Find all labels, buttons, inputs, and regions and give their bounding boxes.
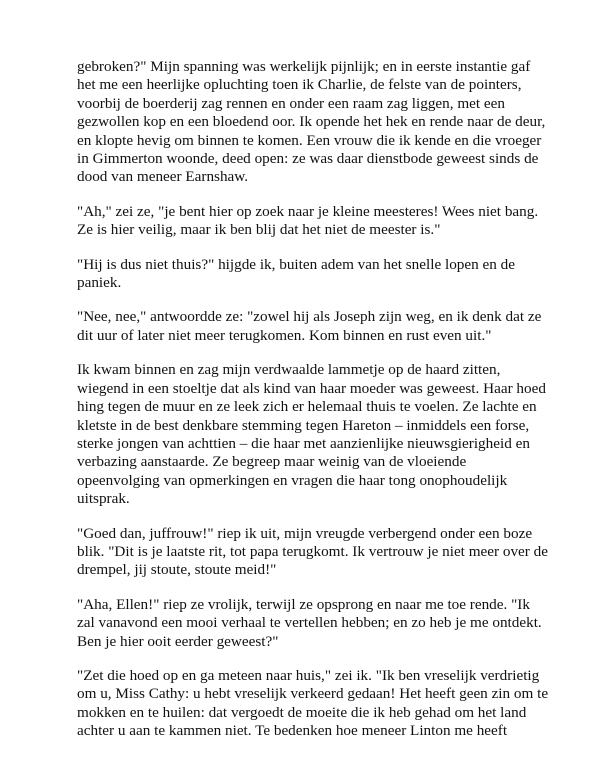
paragraph: gebroken?" Mijn spanning was werkelijk pijnlijk; en in eerste instantie gaf het me een heerlijke opluchting toen ik Charlie, de felste van de pointers, voorbij de boerderij zag rennen en onder een raam zag liggen, met een gezwollen kop en een bloedend oor. Ik opende het hek en rende naar de deur, en klopte hevig om binnen te komen. Een vrouw die ik kende en die vroeger in Gimmerton woonde, deed open: ze was daar dienstbode geweest sinds de dood van meneer Earnshaw. [77,58,546,186]
paragraph: "Hij is dus niet thuis?" hijgde ik, buiten adem van het snelle lopen en de paniek. [77,255,515,292]
paragraph: "Goed dan, juffrouw!" riep ik uit, mijn vreugde verbergend onder een boze blik. "Dit is je laatste rit, tot papa terugkomt. Ik vertrouw je niet meer over de drempel, jij stoute, stoute meid!" [77,524,548,579]
document-page [77,58,549,757]
paragraph: "Nee, nee," antwoordde ze: "zowel hij als Joseph zijn weg, en ik denk dat ze dit uur of later niet meer terugkomen. Kom binnen en rust even uit." [77,308,542,344]
paragraph: "Ah," zei ze, "je bent hier op zoek naar je kleine meesteres! Wees niet bang. Ze is hier veilig, maar ik ben blij dat het niet de meester is." [77,202,539,239]
paragraph: "Zet die hoed op en ga meteen naar huis," zei ik. "Ik ben vreselijk verdrietig om u, Miss Cathy: u hebt vreselijk verkeerd gedaan! Het heeft geen zin om te mokken en te huilen: dat vergoedt de moeite die ik heb gehad om het land achter u aan te kammen niet. Te bedenken hoe meneer Linton me heeft [77,666,549,740]
paragraph: "Aha, Ellen!" riep ze vrolijk, terwijl ze opsprong en naar me toe rende. "Ik zal vanavond een mooi verhaal te vertellen hebben; en zo heb je me ontdekt. Ben je hier ooit eerder geweest?" [77,595,542,650]
paragraph: Ik kwam binnen en zag mijn verdwaalde lammetje op de haard zitten, wiegend in een stoeltje dat als kind van haar moeder was geweest. Haar hoed hing tegen de muur en ze leek zich er helemaal thuis te voelen. Ze lachte en kletste in de best denkbare stemming tegen Hareton – inmiddels een forse, sterke jongen van achttien – die haar met aanzienlijke nieuwsgierigheid en verbazing aanstaarde. Ze begreep maar weinig van de vloeiende opeenvolging van opmerkingen en vragen die haar tong onophoudelijk uitsprak. [77,361,546,508]
